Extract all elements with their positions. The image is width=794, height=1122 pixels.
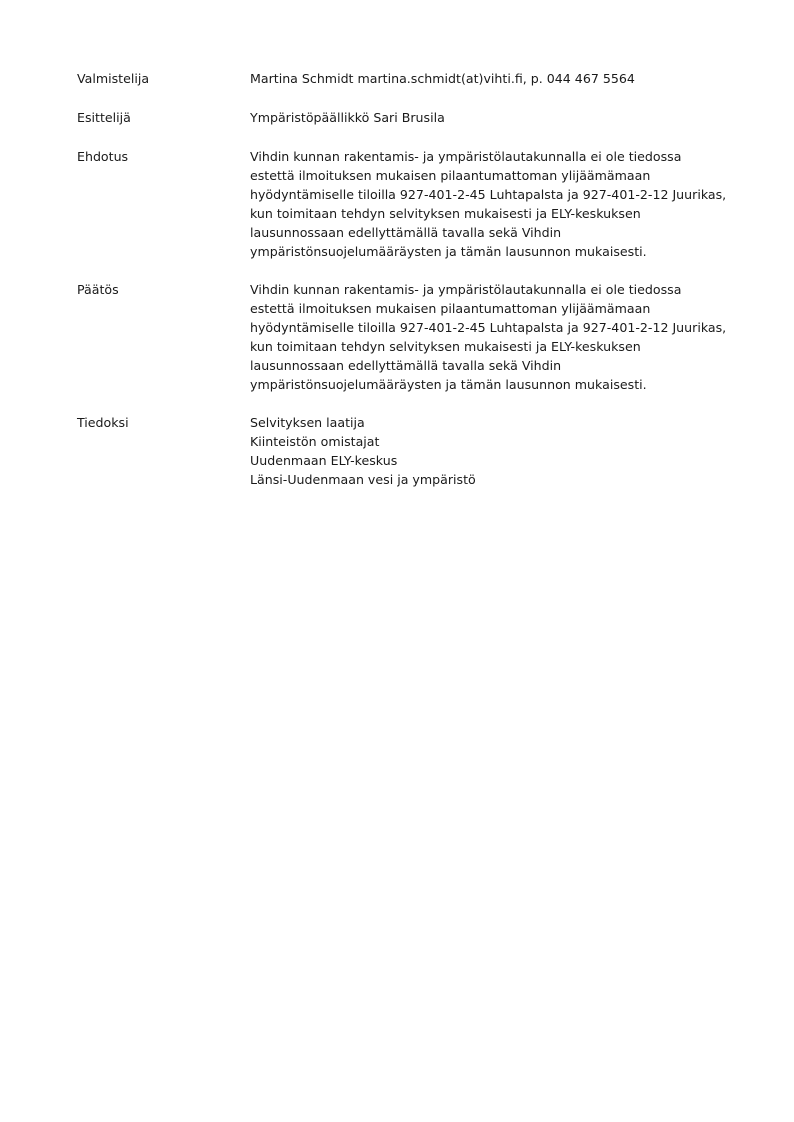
presenter-text: Ympäristöpäällikkö Sari Brusila (250, 110, 445, 125)
text-line: ympäristönsuojelumääräysten ja tämän lausunnon mukaisesti. (250, 244, 647, 259)
recipients-list (250, 413, 757, 489)
field-label: Valmistelija (77, 71, 150, 86)
proposal-text (250, 147, 757, 261)
recipient-item: Länsi-Uudenmaan vesi ja ympäristö (250, 472, 476, 487)
text-line: ympäristönsuojelumääräysten ja tämän lausunnon mukaisesti. (250, 377, 647, 392)
preparer-contact-text: Martina Schmidt martina.schmidt(at)vihti.fi, p. 044 467 5564 (250, 71, 635, 86)
recipient-item: Selvityksen laatija (250, 415, 365, 430)
field-value (250, 69, 757, 88)
text-line: Vihdin kunnan rakentamis- ja ympäristölautakunnalla ei ole tiedossa (250, 149, 682, 164)
text-line: estettä ilmoituksen mukaisen pilaantumattoman ylijäämämaan (250, 301, 651, 316)
text-line: kun toimitaan tehdyn selvityksen mukaisesti ja ELY-keskuksen (250, 206, 641, 221)
field-esittelija (77, 108, 757, 127)
text-line: hyödyntämiselle tiloilla 927-401-2-45 Luhtapalsta ja 927-401-2-12 Juurikas, (250, 187, 727, 202)
field-label: Tiedoksi (77, 415, 129, 430)
field-label: Esittelijä (77, 110, 131, 125)
text-line: Vihdin kunnan rakentamis- ja ympäristölautakunnalla ei ole tiedossa (250, 282, 682, 297)
field-paatos (77, 280, 757, 394)
field-value (250, 108, 757, 127)
text-line: kun toimitaan tehdyn selvityksen mukaisesti ja ELY-keskuksen (250, 339, 641, 354)
recipient-item: Uudenmaan ELY-keskus (250, 453, 398, 468)
field-valmistelija (77, 69, 757, 88)
field-label: Päätös (77, 282, 119, 297)
text-line: estettä ilmoituksen mukaisen pilaantumattoman ylijäämämaan (250, 168, 651, 183)
recipient-item: Kiinteistön omistajat (250, 434, 380, 449)
field-ehdotus (77, 147, 757, 261)
text-line: lausunnossaan edellyttämällä tavalla sekä Vihdin (250, 225, 562, 240)
text-line: lausunnossaan edellyttämällä tavalla sekä Vihdin (250, 358, 562, 373)
field-tiedoksi (77, 413, 757, 489)
document-body (77, 69, 757, 489)
decision-text (250, 280, 757, 394)
field-label: Ehdotus (77, 149, 129, 164)
text-line: hyödyntämiselle tiloilla 927-401-2-45 Luhtapalsta ja 927-401-2-12 Juurikas, (250, 320, 727, 335)
